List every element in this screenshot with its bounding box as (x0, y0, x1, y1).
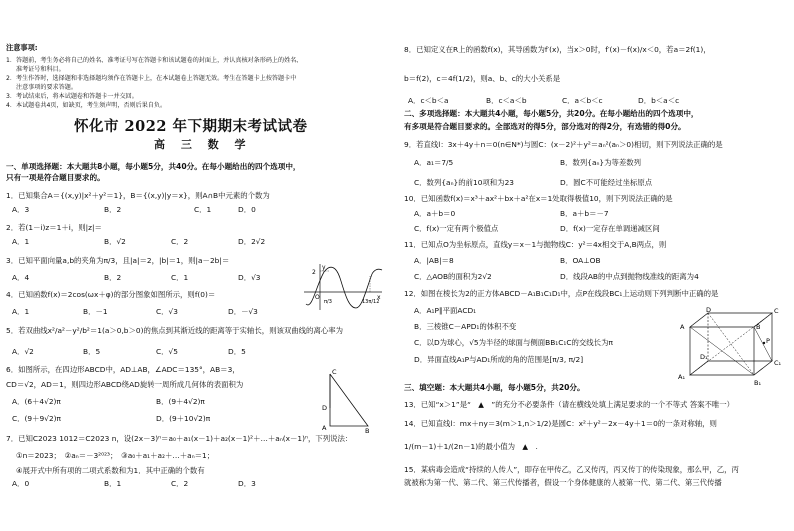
option: B．2 (104, 273, 122, 282)
vertex-label: B (365, 427, 370, 434)
notice-heading: 注意事项: (6, 43, 38, 52)
option: B．√2 (104, 237, 126, 246)
option: D．b＜a＜c (638, 96, 680, 105)
vertex-label: A (680, 323, 685, 331)
vertex-label: D (322, 404, 328, 412)
vertex-label: A (322, 424, 327, 432)
question-5: 5．若双曲线x²/a²－y²/b²＝1(a＞0,b＞0)的焦点到其渐近线的距离等于实轴长，则该双曲线的离心率为 (6, 326, 344, 335)
vertex-label: D₁ (700, 353, 708, 361)
vertex-label: C (774, 307, 779, 315)
question-4: 4．已知函数f(x)＝2cos(ωx＋φ)的部分图象如图所示，则f(0)＝ (6, 290, 216, 299)
question-14-line2: 1/(m－1)＋1/(2n－1)的最小值为 ▲ . (404, 442, 538, 451)
option: D．f(x)一定存在单调递减区间 (560, 224, 660, 233)
question-10: 10．已知函数f(x)＝x³＋ax²＋bx＋a²在x＝1处取得极值10，则下列说法正确的是 (404, 194, 673, 203)
option: B．a＋b＝－7 (560, 209, 609, 218)
option: A．a＋b＝0 (414, 209, 456, 218)
option: D．0 (238, 205, 256, 214)
option: C．f(x)一定有两个极值点 (414, 224, 499, 233)
vertex-label: P (766, 337, 770, 345)
option: D．2√2 (238, 237, 266, 246)
axis-label: O (315, 294, 320, 301)
section2-heading: 二、多项选择题：本大题共4小题，每小题5分，共20分。在每小题给出的四个选项中， (404, 109, 699, 118)
option: D．5 (228, 347, 246, 356)
section3-heading: 三、填空题：本大题共4小题，每小题5分，共20分。 (404, 383, 585, 392)
option: C．√5 (156, 347, 178, 356)
axis-label: π/3 (324, 299, 332, 305)
option: A．1 (12, 307, 30, 316)
vertex-label: B₁ (754, 379, 762, 387)
question-6: 6．如图所示，在四边形ABCD中，AD⊥AB，∠ADC＝135°，AB＝3， (6, 365, 240, 374)
option: B．5 (83, 347, 101, 356)
option: C．a＜b＜c (562, 96, 603, 105)
question-2: 2．若(1－i)z＝1＋i，则|z|＝ (6, 223, 102, 232)
notice-item: 2．考生作答时，选择题和非选择题均须作在答题卡上，在本试题卷上答题无效。考生在答题卡上按答题卡中 (6, 75, 297, 82)
question-12: 12．如图在棱长为2的正方体ABCD－A₁B₁C₁D₁中，点P在线段BC₁上运动则下列判断中正确的是 (404, 289, 719, 298)
right-column (404, 0, 789, 531)
vertex-label: C (332, 368, 337, 376)
option: B．－1 (83, 307, 108, 316)
option: D．√3 (238, 273, 261, 282)
option: C．以D为球心，√5为半径的球面与侧面BB₁C₁C的交线长为π (414, 338, 613, 347)
cube-figure (676, 305, 784, 389)
notice-item: 准考证号和科目。 (16, 66, 65, 73)
option: A．√2 (12, 347, 34, 356)
question-8: 8．已知定义在R上的函数f(x)，其导函数为f′(x)，当x＞0时，f′(x)－f(x)/x＜0，若a＝2f(1)， (404, 45, 711, 54)
section1-heading-2: 只有一项是符合题目要求的。 (6, 173, 105, 182)
option: A．1 (12, 237, 30, 246)
option: C．2 (171, 479, 189, 488)
option: C．1 (194, 205, 212, 214)
axis-label: 2 (312, 269, 316, 276)
option: D．圆C不可能经过坐标原点 (560, 178, 653, 187)
option: A．|AB|＝8 (414, 256, 454, 265)
question-11: 11．已知点O为坐标原点，直线y＝x－1与抛物线C：y²＝4x相交于A,B两点，则 (404, 240, 667, 249)
option: C．√3 (156, 307, 178, 316)
question-8-line2: b＝f(2)，c＝4f(1/2)，则a、b、c的大小关系是 (404, 74, 561, 83)
left-column (6, 0, 391, 531)
question-6-line2: CD＝√2，AD＝1，则四边形ABCD绕AD旋转一周所成几何体的表面积为 (6, 380, 244, 389)
question-7-line3: ④展开式中所有项的二项式系数和为1．其中正确的个数有 (16, 466, 205, 475)
option: D．3 (238, 479, 256, 488)
axis-label: 13π/12 (362, 299, 380, 305)
vertex-label: B (756, 323, 761, 331)
question-9: 9．若直线l：3x＋4y＋n＝0(n∈N*)与圆C：(x－2)²＋y²＝aₙ²(aₙ＞0)相切，则下列说法正确的是 (404, 140, 723, 149)
notice-item: 注意事项的要求答题。 (16, 84, 77, 91)
question-14: 14．已知直线l：mx＋ny＝3(m＞1,n＞1/2)是圆C：x²＋y²－2x－4y＋1＝0的一条对称轴，则 (404, 419, 717, 428)
notice-item: 3．考试结束后，将本试题卷和答题卡一并交回。 (6, 93, 138, 100)
cosine-graph-figure (302, 262, 384, 312)
option: B．2 (104, 205, 122, 214)
exam-title: 怀化市 2022 年下期期末考试试卷 (74, 118, 308, 135)
vertex-label: C₁ (774, 359, 782, 367)
notice-item: 4．本试题卷共4页，如缺页，考生须声明，否则后果自负。 (6, 102, 167, 109)
section2-heading-2: 有多项是符合题目要求的。全部选对的得5分，部分选对的得2分，有选错的得0分。 (404, 122, 686, 131)
question-15-line2: 就被称为第一代、第二代、第三代传播者，假设一个身体健康的人被第一代、第二代、第三代传播 (404, 478, 722, 487)
option: A．c＜b＜a (408, 96, 449, 105)
option: A．(6＋4√2)π (12, 397, 61, 406)
option: A．a₁＝7/5 (414, 158, 454, 167)
question-1: 1．已知集合A＝{(x,y)|x²＋y²＝1}，B＝{(x,y)|y＝x}，则A∩B中元素的个数为 (6, 191, 270, 200)
option: D．(9＋10√2)π (156, 414, 211, 423)
axis-label: x (377, 294, 381, 301)
option: B．数列{aₙ}为等差数列 (560, 158, 642, 167)
option: C．△AOB的面积为2√2 (414, 272, 492, 281)
option: D．线段AB的中点到抛物线准线的距离为4 (560, 272, 699, 281)
option: A．A₁P∥平面ACD₁ (414, 306, 477, 315)
question-3: 3．已知平面向量a,b的夹角为π/3，且|a|＝2，|b|＝1，则|a－2b|＝ (6, 256, 230, 265)
axis-label: y (322, 264, 326, 271)
option: D．异面直线A₁P与AD₁所成的角的范围是[π/3, π/2] (414, 355, 584, 364)
exam-subtitle: 高 三 数 学 (154, 138, 252, 151)
option: B．c＜a＜b (486, 96, 527, 105)
section1-heading: 一、单项选择题：本大题共8小题，每小题5分，共40分。在每小题给出的四个选项中， (6, 162, 301, 171)
question-7: 7．已知C2023 1012＝C2023 n，设(2x－3)ⁿ＝a₀＋a₁(x－1)＋a₂(x－1)²＋…＋aₙ(x－1)ⁿ，下列说法： (6, 434, 353, 443)
option: A．0 (12, 479, 30, 488)
question-13: 13．已知“x＞1”是“ ▲ ”的充分不必要条件（请在横线处填上满足要求的一个不等式 答案不唯一） (404, 400, 735, 409)
option: C．数列{aₙ}的前10项和为23 (414, 178, 514, 187)
notice-item: 1．答题前，考生务必将自己的姓名、准考证号写在答题卡和该试题卷的封面上，并认真核对条形码上的姓名、 (6, 57, 303, 64)
option: B．1 (104, 479, 122, 488)
option: D．－√3 (228, 307, 258, 316)
option: C．1 (171, 273, 189, 282)
option: A．3 (12, 205, 30, 214)
vertex-label: A₁ (678, 373, 686, 381)
option: B．OA⊥OB (560, 256, 601, 265)
quadrilateral-figure (310, 368, 372, 434)
vertex-label: D (706, 306, 712, 314)
question-15: 15．某病毒会造成“持续的人传人”，即存在甲传乙，乙又传丙，丙又传丁的传染现象，那么甲，乙，丙 (404, 465, 739, 474)
option: B．(9＋4√2)π (156, 397, 205, 406)
option: C．(9＋9√2)π (12, 414, 61, 423)
question-7-line2: ①n＝2023； ②aₙ＝－3²⁰²³； ③a₀＋a₁＋a₂＋…＋aₙ＝1； (16, 451, 215, 460)
option: A．4 (12, 273, 30, 282)
option: B．三棱锥C－APD₁的体积不变 (414, 322, 517, 331)
option: C．2 (171, 237, 189, 246)
